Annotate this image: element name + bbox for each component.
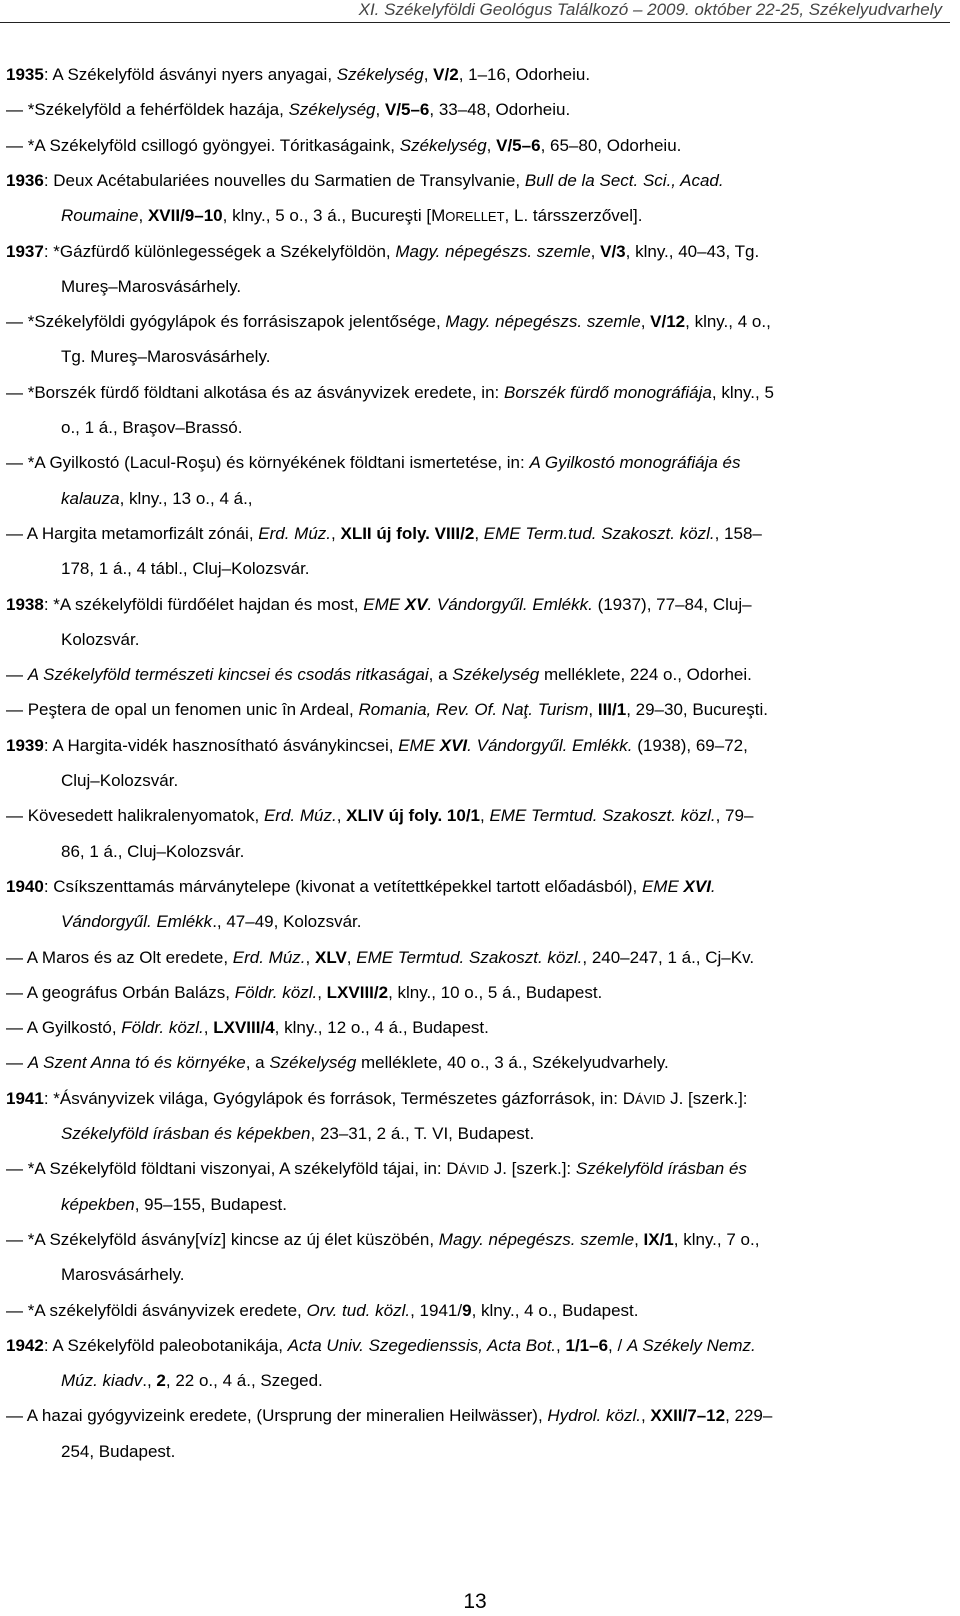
- entry-first-line: 1939: A Hargita-vidék hasznosítható ásványkincsei, EME XVI. Vándorgyűl. Emlékk. (1938), 69–72,: [6, 735, 748, 755]
- entry-first-line: 1937: *Gázfürdő különlegességek a Székelyföldön, Magy. népegészs. szemle, V/3, klny., 40–43, Tg.: [6, 241, 760, 261]
- entry-first-line: — A Gyilkostó, Földr. közl., LXVIII/4, klny., 12 o., 4 á., Budapest.: [6, 1018, 489, 1038]
- entry-first-line: 1942: A Székelyföld paleobotanikája, Acta Univ. Szegedienssis, Acta Bot., 1/1–6, / A Székely Nemz.: [6, 1335, 756, 1355]
- entry-continuation-line: Mureş–Marosvásárhely.: [61, 276, 242, 296]
- entry-continuation-line: 178, 1 á., 4 tábl., Cluj–Kolozsvár.: [61, 559, 310, 579]
- running-header: [0, 0, 950, 22]
- entry-first-line: — A Hargita metamorfizált zónái, Erd. Múz., XLII új foly. VIII/2, EME Term.tud. Szakoszt. közl., 158–: [6, 523, 762, 543]
- entry-first-line: — *Székelyföldi gyógylápok és forrásiszapok jelentősége, Magy. népegészs. szemle, V/12, klny., 4 o.,: [6, 312, 771, 332]
- entry-first-line: — A Szent Anna tó és környéke, a Székelység melléklete, 40 o., 3 á., Székelyudvarhely.: [6, 1053, 669, 1073]
- entry-first-line: — *A Gyilkostó (Lacul-Roşu) és környékének földtani ismertetése, in: A Gyilkostó monográfiája és: [6, 453, 741, 473]
- entry-first-line: 1935: A Székelyföld ásványi nyers anyagai, Székelység, V/2, 1–16, Odorheiu.: [6, 65, 591, 84]
- entry-first-line: — A geográfus Orbán Balázs, Földr. közl., LXVIII/2, klny., 10 o., 5 á., Budapest.: [6, 982, 603, 1002]
- entry-first-line: — *A Székelyföld csillogó gyöngyei. Tóritkaságaink, Székelység, V/5–6, 65–80, Odorheiu.: [6, 135, 682, 155]
- entry-continuation-line: Múz. kiadv., 2, 22 o., 4 á., Szeged.: [61, 1371, 323, 1391]
- entry-first-line: 1940: Csíkszenttamás márványtelepe (kivonat a vetítettképekkel tartott előadásból), EME XVI.: [6, 876, 716, 896]
- entry-first-line: — Kövesedett halikralenyomatok, Erd. Múz., XLIV új foly. 10/1, EME Termtud. Szakoszt. közl., 79–: [6, 806, 754, 826]
- running-header-title: XI. Székelyföldi Geológus Találkozó – 2009. október 22-25, Székelyudvarhely: [358, 0, 942, 19]
- entry-first-line: — A Székelyföld természeti kincsei és csodás ritkaságai, a Székelység melléklete, 224 o., Odorhei.: [6, 665, 752, 685]
- entry-first-line: — A Maros és az Olt eredete, Erd. Múz., XLV, EME Termtud. Szakoszt. közl., 240–247, 1 á., Cj–Kv.: [6, 947, 755, 967]
- entry-continuation-line: 86, 1 á., Cluj–Kolozsvár.: [61, 841, 245, 861]
- page-number: 13: [463, 1590, 487, 1613]
- entry-continuation-line: Tg. Mureş–Marosvásárhely.: [61, 347, 271, 367]
- entry-first-line: 1936: Deux Acétabulariées nouvelles du Sarmatien de Transylvanie, Bull de la Sect. Sci., Acad.: [6, 170, 724, 190]
- entry-continuation-line: Cluj–Kolozsvár.: [61, 771, 179, 790]
- entry-continuation-line: kalauza, klny., 13 o., 4 á.,: [61, 488, 253, 508]
- header-rule: [0, 22, 950, 23]
- entry-first-line: — *A székelyföldi ásványvizek eredete, Orv. tud. közl., 1941/9, klny., 4 o., Budapest.: [6, 1300, 639, 1320]
- entry-continuation-line: o., 1 á., Braşov–Brassó.: [61, 418, 243, 437]
- entry-first-line: 1938: *A székelyföldi fürdőélet hajdan és most, EME XV. Vándorgyűl. Emlékk. (1937), 77–84, Cluj–: [6, 594, 752, 614]
- entry-first-line: — *Székelyföld a fehérföldek hazája, Székelység, V/5–6, 33–48, Odorheiu.: [6, 100, 571, 120]
- entry-first-line: — *A Székelyföld ásvány[víz] kincse az új élet küszöbén, Magy. népegészs. szemle, IX/1, klny., 7 o.,: [6, 1229, 760, 1249]
- entry-continuation-line: képekben, 95–155, Budapest.: [61, 1194, 287, 1214]
- entry-continuation-line: Kolozsvár.: [61, 629, 140, 649]
- entry-first-line: — A hazai gyógyvizeink eredete, (Ursprung der mineralien Heilwässer), Hydrol. közl., XXII/7–12, 229–: [6, 1406, 773, 1426]
- entry-continuation-line: 254, Budapest.: [61, 1441, 176, 1461]
- entry-first-line: — *Borszék fürdő földtani alkotása és az ásványvizek eredete, in: Borszék fürdő monográfiája, klny., 5: [6, 382, 774, 402]
- entry-first-line: 1941: *Ásványvizek világa, Gyógylápok és források, Természetes gázforrások, in: DÁVID J. [szerk.]:: [6, 1088, 748, 1108]
- entry-continuation-line: Székelyföld írásban és képekben, 23–31, 2 á., T. VI, Budapest.: [61, 1124, 535, 1143]
- entry-first-line: — *A Székelyföld földtani viszonyai, A székelyföld tájai, in: DÁVID J. [szerk.]: Székelyföld írásban és: [6, 1159, 747, 1179]
- entry-first-line: — Peştera de opal un fenomen unic în Ardeal, Romania, Rev. Of. Naţ. Turism, III/1, 29–30, Bucureşti.: [6, 700, 768, 720]
- entry-continuation-line: Roumaine, XVII/9–10, klny., 5 o., 3 á., Bucureşti [MORELLET, L. társszerzővel].: [61, 206, 643, 226]
- entry-continuation-line: Vándorgyűl. Emlékk., 47–49, Kolozsvár.: [61, 912, 362, 932]
- entry-continuation-line: Marosvásárhely.: [61, 1265, 185, 1285]
